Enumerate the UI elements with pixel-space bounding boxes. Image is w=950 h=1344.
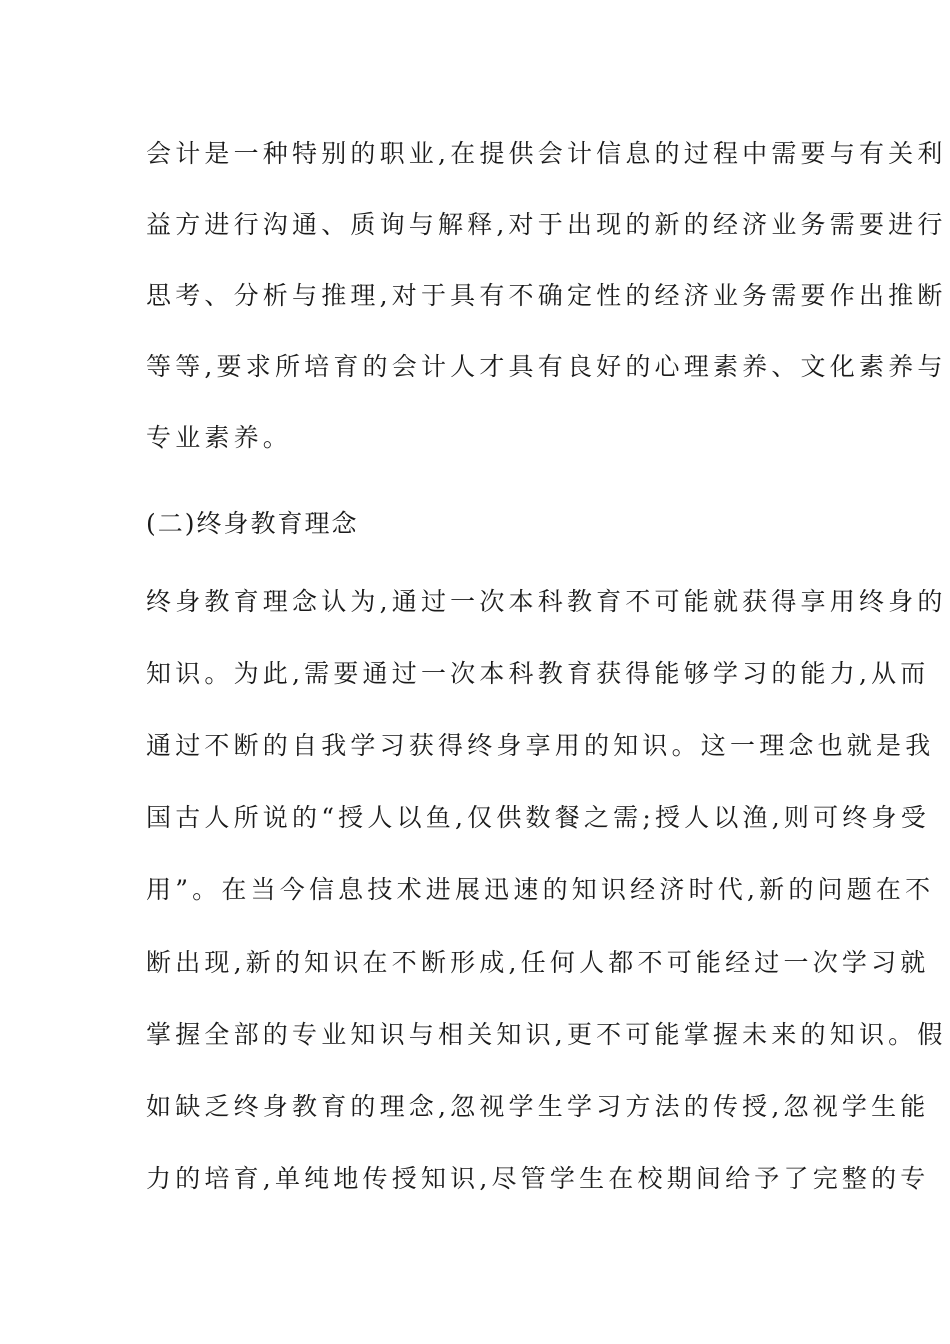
paragraph-line: 等等,要求所培育的会计人才具有良好的心理素养、文化素养与 bbox=[146, 352, 947, 381]
paragraph-line: 如缺乏终身教育的理念,忽视学生学习方法的传授,忽视学生能 bbox=[146, 1092, 930, 1121]
paragraph-line: 益方进行沟通、质询与解释,对于出现的新的经济业务需要进行 bbox=[146, 210, 947, 239]
paragraph-line: 专业素养。 bbox=[146, 423, 293, 452]
paragraph-line: 用”。在当今信息技术进展迅速的知识经济时代,新的问题在不 bbox=[146, 875, 935, 904]
paragraph-line: 思考、分析与推理,对于具有不确定性的经济业务需要作出推断 bbox=[146, 281, 947, 310]
paragraph-line: 断出现,新的知识在不断形成,任何人都不可能经过一次学习就 bbox=[146, 948, 930, 977]
paragraph-line: 掌握全部的专业知识与相关知识,更不可能掌握未来的知识。假 bbox=[146, 1020, 947, 1049]
paragraph-line: 终身教育理念认为,通过一次本科教育不可能就获得享用终身的 bbox=[146, 587, 947, 616]
section-heading: (二)终身教育理念 bbox=[146, 509, 359, 538]
paragraph-line: 通过不断的自我学习获得终身享用的知识。这一理念也就是我 bbox=[146, 731, 935, 760]
paragraph-line: 国古人所说的“授人以鱼,仅供数餐之需;授人以渔,则可终身受 bbox=[146, 803, 930, 832]
paragraph-line: 会计是一种特别的职业,在提供会计信息的过程中需要与有关利 bbox=[146, 139, 947, 168]
paragraph-line: 知识。为此,需要通过一次本科教育获得能够学习的能力,从而 bbox=[146, 659, 930, 688]
paragraph-line: 力的培育,单纯地传授知识,尽管学生在校期间给予了完整的专 bbox=[146, 1164, 930, 1193]
